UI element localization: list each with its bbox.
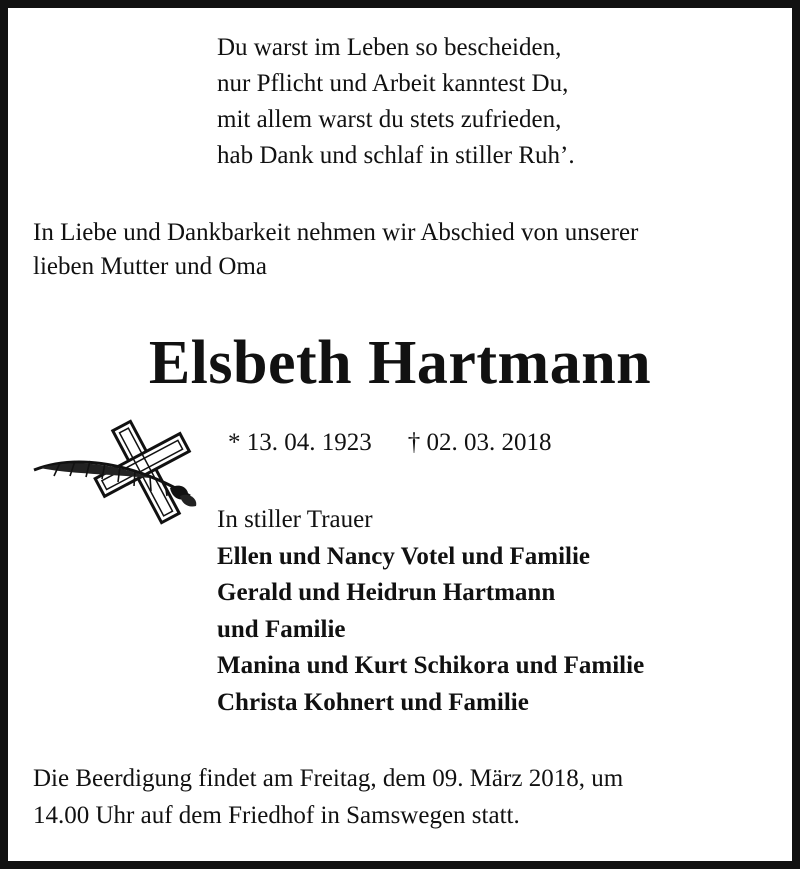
cross-with-palm-branch-icon <box>30 418 220 528</box>
mourner-line: Gerald und Heidrun Hartmann <box>217 579 556 606</box>
funeral-info <box>33 760 778 834</box>
poem <box>217 30 575 174</box>
mourner-line: Ellen und Nancy Votel und Familie <box>217 542 590 570</box>
poem-line: nur Pflicht und Arbeit kanntest Du, <box>217 70 569 97</box>
mourner-line: Christa Kohnert und Familie <box>217 688 529 716</box>
intro-line: In Liebe und Dankbarkeit nehmen wir Abschied von unserer <box>33 219 639 246</box>
mourners-block <box>217 502 644 721</box>
funeral-line: 14.00 Uhr auf dem Friedhof in Samswegen statt. <box>33 802 520 829</box>
mourners-heading: In stiller Trauer <box>217 506 373 533</box>
birth-date: * 13. 04. 1923 <box>228 429 372 456</box>
life-dates <box>228 425 552 461</box>
intro-line: lieben Mutter und Oma <box>33 253 267 280</box>
mourner-line: Manina und Kurt Schikora und Familie <box>217 652 645 679</box>
deceased-name: Elsbeth Hartmann <box>148 329 652 397</box>
intro-text <box>33 216 773 284</box>
poem-line: Du warst im Leben so bescheiden, <box>217 34 562 61</box>
poem-line: mit allem warst du stets zufrieden, <box>217 106 562 133</box>
funeral-line: Die Beerdigung findet am Freitag, dem 09. März 2018, um <box>33 765 624 792</box>
mourner-line: und Familie <box>217 615 346 643</box>
poem-line: hab Dank und schlaf in stiller Ruh’. <box>217 142 575 169</box>
death-date: † 02. 03. 2018 <box>407 429 552 456</box>
